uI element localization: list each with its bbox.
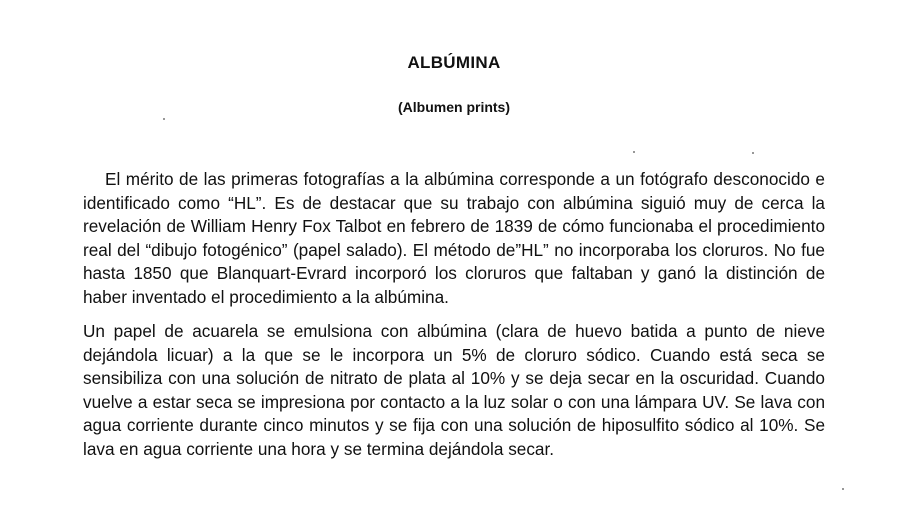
paragraph-history: El mérito de las primeras fotografías a la albúmina corresponde a un fotógrafo desconocido e identificado como “HL”. Es de destacar que su trabajo con albúmina siguió muy de cerca la revelación de William Henry Fox Talbot en febrero de 1839 de cómo funcionaba el procedimiento real del “dibujo fotogénico” (papel salado). El método de”HL” no incorporaba los cloruros. No fue hasta 1850 que Blanquart-Evrard incorporó los cloruros que faltaban y ganó la distinción de haber inventado el procedimiento a la albúmina. xyxy=(83,169,825,307)
scan-speck xyxy=(163,118,165,120)
document-subtitle: (Albumen prints) xyxy=(398,99,510,115)
scan-speck xyxy=(752,152,754,154)
scan-speck xyxy=(842,488,844,490)
paragraph-process: Un papel de acuarela se emulsiona con albúmina (clara de huevo batida a punto de nieve dejándola licuar) a la que se le incorpora un 5% de cloruro sódico. Cuando está seca se sensibiliza con una solución de nitrato de plata al 10% y se deja secar en la oscuridad. Cuando vuelve a estar seca se impresiona por contacto a la luz solar o con una lámpara UV. Se lava con agua corriente durante cinco minutos y se fija con una solución de hiposulfito sódico al 10%. Se lava en agua corriente una hora y se termina dejándola secar. xyxy=(83,321,825,459)
document-title: ALBÚMINA xyxy=(407,53,501,72)
scan-speck xyxy=(633,151,635,153)
